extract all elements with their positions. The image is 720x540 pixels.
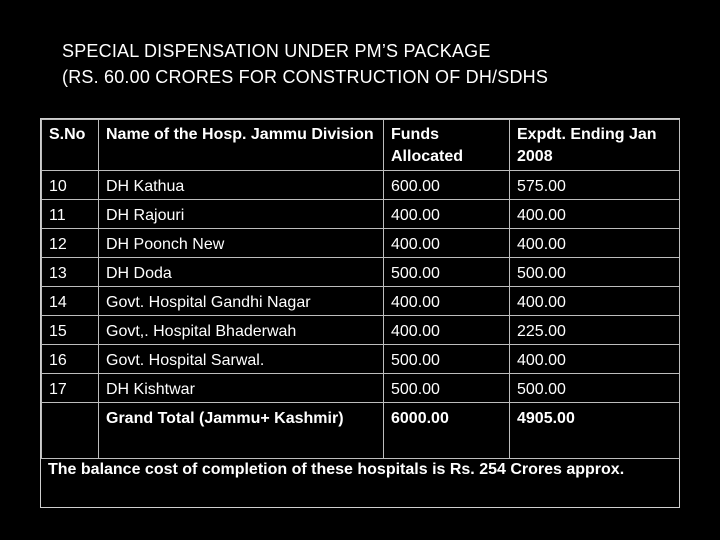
cell-funds: 400.00 — [384, 229, 510, 258]
cell-hospital: Govt. Hospital Gandhi Nagar — [99, 287, 384, 316]
table-row — [42, 171, 680, 200]
cell-hospital: DH Kathua — [99, 171, 384, 200]
title-line-1: SPECIAL DISPENSATION UNDER PM’S PACKAGE — [62, 41, 491, 61]
cell-hospital: DH Doda — [99, 258, 384, 287]
cell-expenditure: 400.00 — [510, 345, 680, 374]
grand-total-expenditure: 4905.00 — [510, 403, 680, 459]
cell-hospital: Govt. Hospital Sarwal. — [99, 345, 384, 374]
cell-sno: 13 — [42, 258, 99, 287]
cell-hospital: Govt,. Hospital Bhaderwah — [99, 316, 384, 345]
cell-sno: 12 — [42, 229, 99, 258]
cell-funds: 400.00 — [384, 287, 510, 316]
cell-expenditure: 400.00 — [510, 200, 680, 229]
cell-funds: 500.00 — [384, 345, 510, 374]
table-header-row — [42, 120, 680, 171]
cell-funds: 600.00 — [384, 171, 510, 200]
cell-expenditure: 575.00 — [510, 171, 680, 200]
cell-sno — [42, 403, 99, 459]
cell-sno: 10 — [42, 171, 99, 200]
grand-total-funds: 6000.00 — [384, 403, 510, 459]
header-expenditure: Expdt. Ending Jan 2008 — [510, 120, 680, 171]
table-row — [42, 287, 680, 316]
table-row — [42, 316, 680, 345]
header-hospital-name: Name of the Hosp. Jammu Division — [99, 120, 384, 171]
cell-funds: 400.00 — [384, 200, 510, 229]
table-row — [42, 200, 680, 229]
cell-sno: 15 — [42, 316, 99, 345]
table-row — [42, 258, 680, 287]
table-row — [42, 345, 680, 374]
cell-expenditure: 500.00 — [510, 374, 680, 403]
hospital-funds-table — [41, 119, 680, 459]
grand-total-label: Grand Total (Jammu+ Kashmir) — [99, 403, 384, 459]
cell-sno: 11 — [42, 200, 99, 229]
cell-hospital: DH Kishtwar — [99, 374, 384, 403]
title-line-2: (RS. 60.00 CRORES FOR CONSTRUCTION OF DH/SDHS — [62, 67, 549, 87]
header-funds-allocated: Funds Allocated — [384, 120, 510, 171]
cell-sno: 17 — [42, 374, 99, 403]
cell-hospital: DH Poonch New — [99, 229, 384, 258]
header-sno: S.No — [42, 120, 99, 171]
table-row — [42, 229, 680, 258]
balance-note: The balance cost of completion of these hospitals is Rs. 254 Crores approx. — [48, 461, 625, 478]
cell-funds: 500.00 — [384, 258, 510, 287]
cell-sno: 14 — [42, 287, 99, 316]
cell-sno: 16 — [42, 345, 99, 374]
slide-title — [62, 38, 548, 90]
cell-hospital: DH Rajouri — [99, 200, 384, 229]
table-row — [42, 374, 680, 403]
cell-funds: 500.00 — [384, 374, 510, 403]
cell-expenditure: 400.00 — [510, 287, 680, 316]
cell-funds: 400.00 — [384, 316, 510, 345]
cell-expenditure: 225.00 — [510, 316, 680, 345]
grand-total-row — [42, 403, 680, 459]
cell-expenditure: 500.00 — [510, 258, 680, 287]
cell-expenditure: 400.00 — [510, 229, 680, 258]
